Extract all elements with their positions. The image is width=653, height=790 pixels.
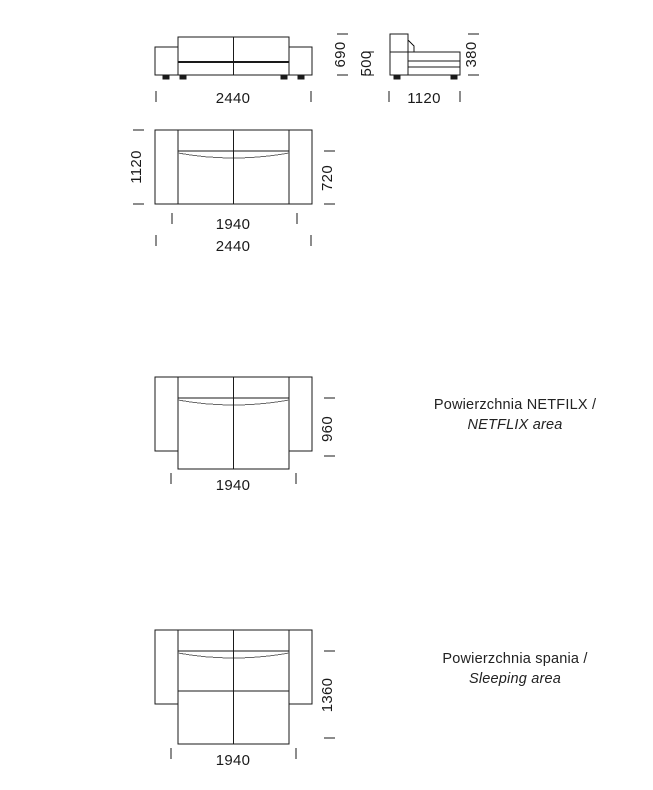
side-depth-value: 1120 — [407, 90, 441, 107]
sleeping-right-armrest — [289, 630, 312, 704]
front-leg-3 — [281, 75, 287, 79]
netflix-left-armrest — [155, 377, 178, 451]
sleeping-area-view — [155, 630, 312, 744]
side-height-380-value: 380 — [463, 41, 480, 68]
sleeping-caption-en: Sleeping area — [468, 670, 562, 687]
netflix-depth-value: 960 — [319, 416, 336, 442]
side-back-cushion-curve — [390, 40, 414, 52]
front-elevation-view — [155, 37, 312, 79]
front-leg-1 — [163, 75, 169, 79]
netflix-caption-en: NETFLIX area — [467, 416, 563, 433]
netflix-area-caption — [390, 396, 640, 435]
front-leg-4 — [298, 75, 304, 79]
plan-width-2440-value: 2440 — [215, 238, 251, 255]
sleeping-width-value: 1940 — [215, 752, 251, 769]
netflix-right-armrest — [289, 377, 312, 451]
sleeping-caption-pl: Powierzchnia spania / — [442, 651, 588, 667]
sleeping-depth-value: 1360 — [319, 677, 336, 713]
side-seat-body — [408, 52, 460, 75]
netflix-area-view — [155, 377, 312, 469]
plan-top-view — [155, 130, 312, 204]
side-leg-back — [451, 75, 457, 79]
side-leg-front — [394, 75, 400, 79]
front-right-armrest — [289, 47, 312, 75]
side-height-690-value: 690 — [332, 41, 349, 68]
side-elevation-view — [390, 34, 460, 79]
side-backrest — [390, 34, 408, 75]
plan-depth-1120-value: 1120 — [128, 150, 145, 184]
netflix-caption-pl: Powierzchnia NETFILX / — [433, 397, 597, 413]
plan-depth-720-value: 720 — [319, 165, 336, 191]
plan-width-1940-value: 1940 — [215, 216, 251, 233]
front-leg-2 — [180, 75, 186, 79]
side-height-500-value: 500 — [358, 50, 375, 77]
front-left-armrest — [155, 47, 178, 75]
front-width-value: 2440 — [215, 90, 251, 107]
sleeping-left-armrest — [155, 630, 178, 704]
netflix-width-value: 1940 — [215, 477, 251, 494]
sleeping-area-caption — [390, 650, 640, 689]
